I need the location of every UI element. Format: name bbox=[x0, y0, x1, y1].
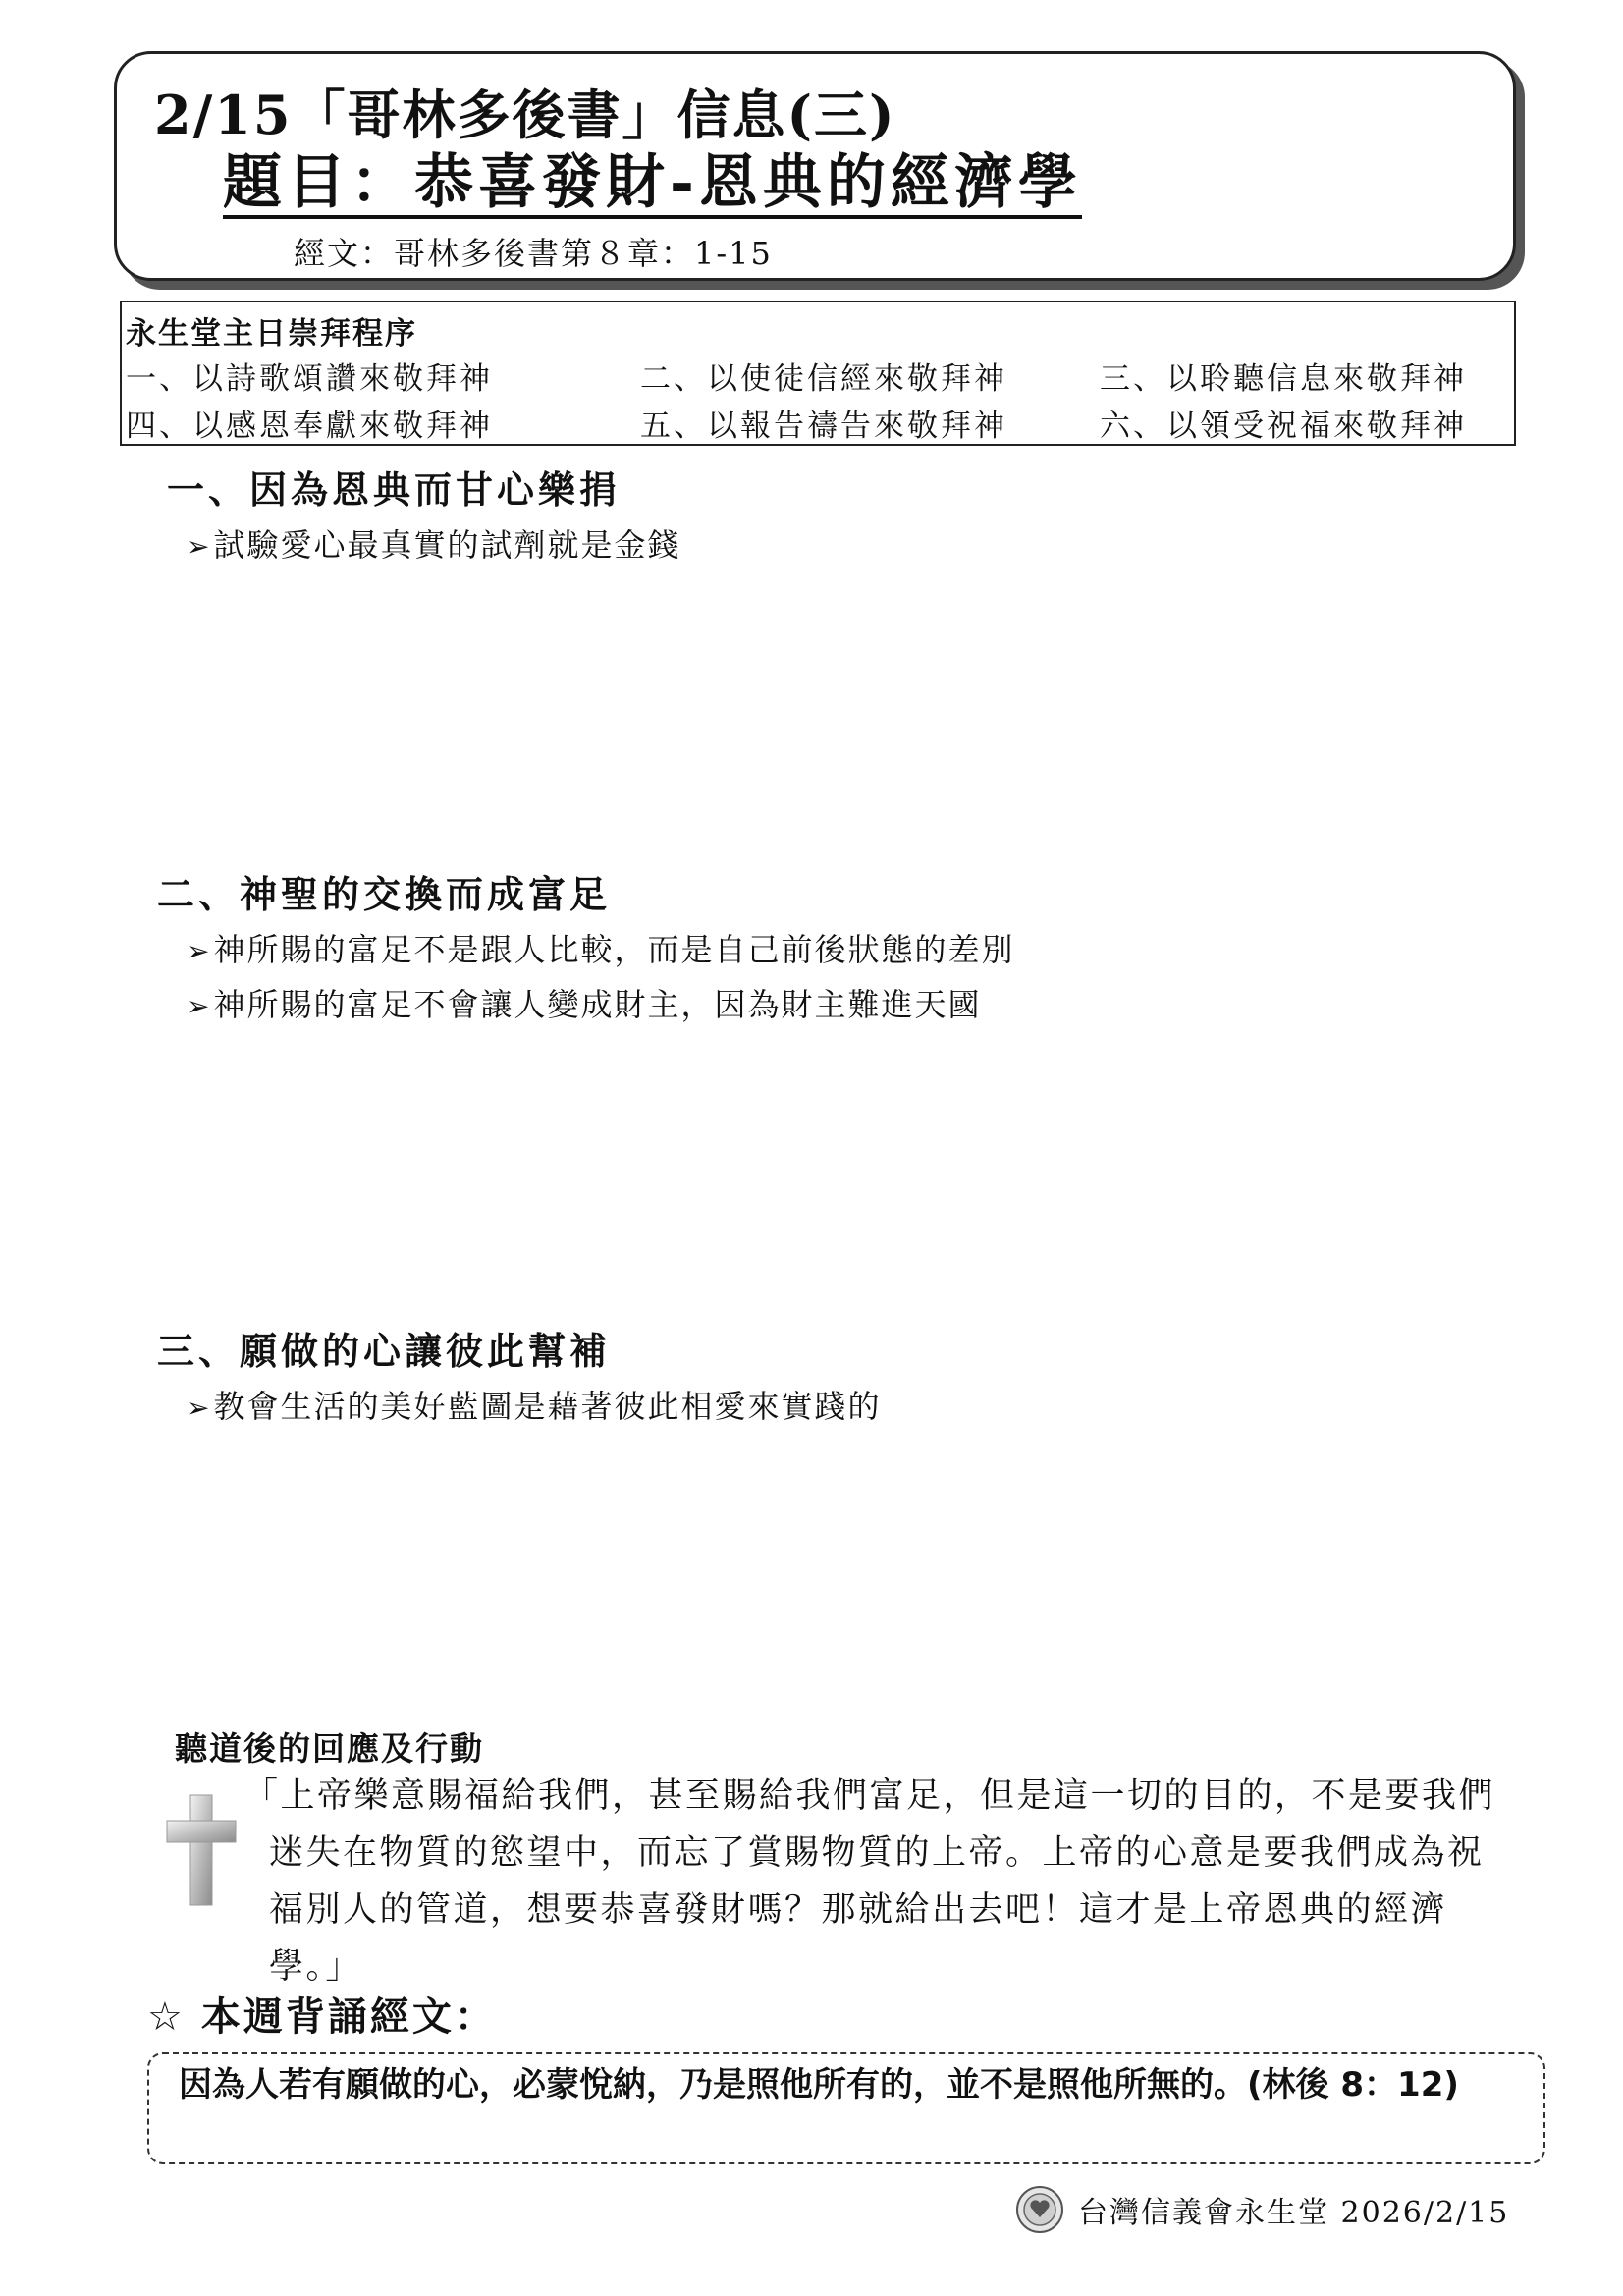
worship-order-title: 永生堂主日崇拜程序 bbox=[126, 316, 417, 352]
response-line: 福別人的管道，想要恭喜發財嗎？那就給出去吧！這才是上帝恩典的經濟 bbox=[269, 1890, 1448, 1930]
sermon-topic: 題目：恭喜發財-恩典的經濟學 bbox=[223, 148, 1082, 217]
response-line: 「上帝樂意賜福給我們，甚至賜給我們富足，但是這一切的目的，不是要我們 bbox=[243, 1777, 1496, 1816]
section-heading-2: 二、神聖的交換而成富足 bbox=[157, 872, 612, 916]
arrow-bullet-icon: ➢ bbox=[187, 1392, 212, 1424]
scripture-reference: 經文：哥林多後書第８章：1-15 bbox=[294, 235, 773, 272]
arrow-bullet-icon: ➢ bbox=[187, 990, 212, 1022]
series-title: 2/15「哥林多後書」信息(三) bbox=[154, 83, 896, 146]
arrow-bullet-icon: ➢ bbox=[187, 530, 212, 563]
footer-church-date: 台灣信義會永生堂 2026/2/15 bbox=[1078, 2196, 1510, 2230]
response-quote bbox=[243, 1768, 1530, 1995]
section-2-bullet: ➢神所賜的富足不是跟人比較，而是自己前後狀態的差別 bbox=[187, 931, 1015, 968]
response-line: 迷失在物質的慾望中，而忘了賞賜物質的上帝。上帝的心意是要我們成為祝 bbox=[269, 1833, 1485, 1873]
memory-verse-title: ☆ 本週背誦經文： bbox=[147, 1995, 497, 2040]
worship-order-box bbox=[120, 301, 1516, 446]
worship-order-item: 一、以詩歌頌讚來敬拜神 bbox=[126, 361, 493, 397]
section-heading-1: 一、因為恩典而甘心樂捐 bbox=[167, 467, 622, 512]
memory-verse-box bbox=[147, 2052, 1545, 2164]
worship-order-item: 五、以報告禱告來敬拜神 bbox=[640, 409, 1007, 444]
response-line: 學。」 bbox=[269, 1947, 363, 1987]
cross-icon bbox=[163, 1789, 240, 1909]
worship-order-row bbox=[122, 401, 1514, 446]
section-2-bullet: ➢神所賜的富足不會讓人變成財主，因為財主難進天國 bbox=[187, 986, 982, 1023]
worship-order-item: 六、以領受祝福來敬拜神 bbox=[1100, 409, 1467, 444]
memory-verse-text: 因為人若有願做的心，必蒙悅納，乃是照他所有的，並不是照他所無的。(林後 8：12) bbox=[179, 2065, 1459, 2105]
worship-order-item: 二、以使徒信經來敬拜神 bbox=[640, 361, 1007, 397]
response-heading: 聽道後的回應及行動 bbox=[175, 1729, 484, 1768]
arrow-bullet-icon: ➢ bbox=[187, 935, 212, 967]
section-3-bullet: ➢教會生活的美好藍圖是藉著彼此相愛來實踐的 bbox=[187, 1388, 882, 1425]
section-heading-3: 三、願做的心讓彼此幫補 bbox=[157, 1329, 612, 1373]
star-icon: ☆ bbox=[147, 1995, 186, 2040]
worship-order-item: 四、以感恩奉獻來敬拜神 bbox=[126, 409, 493, 444]
header-box bbox=[114, 51, 1516, 281]
worship-order-item: 三、以聆聽信息來敬拜神 bbox=[1100, 361, 1467, 397]
section-1-bullet: ➢試驗愛心最真實的試劑就是金錢 bbox=[187, 526, 681, 564]
worship-order-row bbox=[122, 354, 1514, 399]
church-seal-icon bbox=[1015, 2185, 1064, 2234]
